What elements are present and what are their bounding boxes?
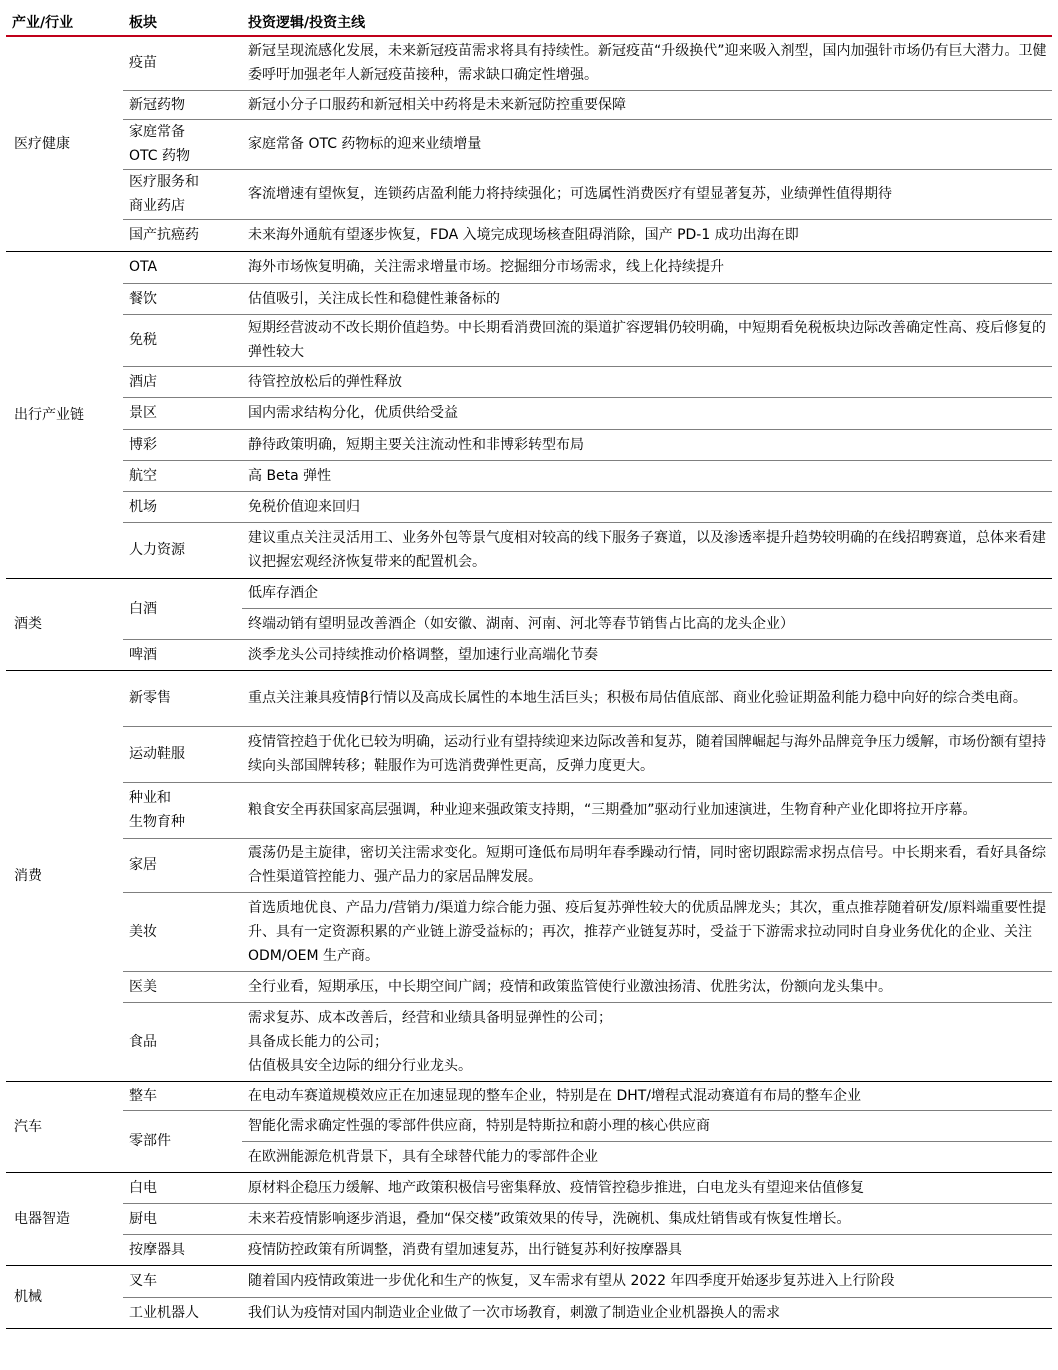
logic-text: 在欧洲能源危机背景下，具有全球替代能力的零部件企业 — [248, 1148, 598, 1165]
logic-text: 全行业看，短期承压，中长期空间广阔；疫情和政策监管使行业激浊扬清、优胜劣汰，份额向龙头集中。 — [248, 978, 892, 995]
table-row — [6, 169, 1052, 219]
logic-cell — [242, 1141, 1052, 1172]
sector-cell — [123, 726, 242, 782]
logic-text: 随着国内疫情政策进一步优化和生产的恢复，叉车需求有望从 2022 年四季度开始逐步复苏进入上行阶段 — [248, 1273, 895, 1289]
table-row — [6, 1265, 1052, 1297]
logic-text: 新冠呈现流感化发展，未来新冠疫苗需求将具有持续性。新冠疫苗“升级换代”迎来吸入剂型，国内加强针市场仍有巨大潜力。卫健委呼吁加强老年人新冠疫苗接种，需求缺口确定性增强。 — [248, 43, 1047, 84]
sector-label: 家居 — [129, 857, 157, 873]
logic-cell — [242, 578, 1052, 608]
table-row — [6, 892, 1052, 971]
industry-cell: 消费 — [6, 670, 123, 1081]
header-sector: 板块 — [123, 8, 242, 36]
table-row — [6, 251, 1052, 283]
sector-cell — [123, 892, 242, 971]
sector-label: 零部件 — [129, 1133, 171, 1149]
table-row — [6, 460, 1052, 491]
sector-label: 医疗服务和 — [129, 174, 199, 190]
table-row — [6, 491, 1052, 522]
logic-text: 未来若疫情影响逐步消退，叠加“保交楼”政策效果的传导，洗碗机、集成灶销售或有恢复性增长。 — [248, 1210, 851, 1227]
sector-cell — [123, 429, 242, 460]
sector-cell — [123, 119, 242, 169]
logic-text: 未来海外通航有望逐步恢复，FDA 入境完成现场核查阻碍消除，国产 PD-1 成功出海在即 — [248, 227, 799, 243]
sector-cell — [123, 1265, 242, 1297]
logic-text: 待管控放松后的弹性释放 — [248, 373, 402, 390]
sector-label: 商业药店 — [129, 198, 185, 214]
sector-cell — [123, 491, 242, 522]
sector-label: 酒店 — [129, 373, 157, 390]
sector-label: 按摩器具 — [129, 1241, 185, 1258]
sector-label: 家庭常备 — [129, 124, 185, 140]
table-row — [6, 366, 1052, 397]
logic-cell — [242, 36, 1052, 90]
sector-label: 食品 — [129, 1033, 157, 1050]
table-row — [6, 1297, 1052, 1328]
sector-cell — [123, 366, 242, 397]
sector-label: 工业机器人 — [129, 1304, 199, 1321]
logic-cell — [242, 1297, 1052, 1328]
sector-label: 疫苗 — [129, 55, 157, 72]
sector-label: 美妆 — [129, 923, 157, 940]
logic-text: 估值极具安全边际的细分行业龙头。 — [248, 1057, 472, 1074]
logic-text: 重点关注兼具疫情β行情以及高成长属性的本地生活巨头；积极布局估值底部、商业化验证期盈利能力稳中向好的综合类电商。 — [248, 690, 1027, 706]
logic-text: 低库存酒企 — [248, 585, 318, 601]
table-row — [6, 90, 1052, 119]
table-row — [6, 726, 1052, 782]
sector-cell — [123, 1297, 242, 1328]
table-row — [6, 670, 1052, 726]
logic-text: 我们认为疫情对国内制造业企业做了一次市场教育，刺激了制造业企业机器换人的需求 — [248, 1304, 780, 1321]
table-row — [6, 429, 1052, 460]
logic-text: 淡季龙头公司持续推动价格调整，望加速行业高端化节奏 — [248, 646, 598, 663]
logic-text: 国内需求结构分化，优质供给受益 — [248, 405, 458, 421]
table-row — [6, 838, 1052, 892]
table-body — [6, 36, 1052, 1328]
sector-cell — [123, 1002, 242, 1081]
sector-cell — [123, 397, 242, 429]
logic-cell — [242, 1110, 1052, 1141]
logic-text: 短期经营波动不改长期价值趋势。中长期看消费回流的渠道扩容逻辑仍较明确，中短期看免税板块边际改善确定性高、疫后修复的弹性较大 — [248, 320, 1046, 360]
sector-label: 景区 — [129, 405, 157, 421]
sector-label: 免税 — [129, 332, 157, 348]
sector-cell — [123, 782, 242, 838]
sector-cell — [123, 219, 242, 251]
sector-cell — [123, 971, 242, 1002]
logic-text: 需求复苏、成本改善后，经营和业绩具备明显弹性的公司； — [248, 1009, 612, 1026]
sector-label: OTC 药物 — [129, 148, 190, 164]
sector-label: 叉车 — [129, 1273, 157, 1289]
logic-text: 疫情管控趋于优化已较为明确，运动行业有望持续迎来边际改善和复苏，随着国牌崛起与海外品牌竞争压力缓解，市场份额有望持续向头部国牌转移；鞋服作为可选消费弹性更高，反弹力度更大。 — [248, 734, 1046, 774]
investment-table-document — [6, 8, 1052, 1329]
table-row — [6, 1110, 1052, 1141]
logic-cell — [242, 608, 1052, 639]
sector-label: 生物育种 — [129, 814, 185, 830]
sector-label: 厨电 — [129, 1210, 157, 1227]
logic-cell — [242, 119, 1052, 169]
logic-text: 静待政策明确，短期主要关注流动性和非博彩转型布局 — [248, 436, 584, 453]
logic-cell — [242, 639, 1052, 670]
industry-cell: 医疗健康 — [6, 36, 123, 251]
sector-label: 整车 — [129, 1087, 157, 1104]
logic-text: 疫情防控政策有所调整，消费有望加速复苏，出行链复苏利好按摩器具 — [248, 1241, 682, 1258]
sector-label: 餐饮 — [129, 290, 157, 307]
sector-label: 白酒 — [129, 600, 157, 617]
sector-cell — [123, 838, 242, 892]
logic-text: 免税价值迎来回归 — [248, 498, 360, 515]
logic-cell — [242, 429, 1052, 460]
header-logic: 投资逻辑/投资主线 — [242, 8, 1052, 36]
sector-cell — [123, 314, 242, 366]
sector-cell — [123, 1081, 242, 1110]
logic-text: 估值吸引，关注成长性和稳健性兼备标的 — [248, 290, 500, 307]
sector-label: OTA — [129, 259, 158, 275]
logic-text: 首选质地优良、产品力/营销力/渠道力综合能力强、疫后复苏弹性较大的优质品牌龙头；其次，重点推荐随着研发/原料端重要性提升、具有一定资源积累的产业链上游受益标的；再次，推荐产业链复苏时，受益于下游需求拉动同时自身业务优化的企业、关注 ODM/OEM 生产商。 — [248, 899, 1047, 964]
table-row — [6, 219, 1052, 251]
investment-table — [6, 8, 1052, 1329]
sector-cell — [123, 639, 242, 670]
logic-cell — [242, 971, 1052, 1002]
table-row — [6, 782, 1052, 838]
table-row — [6, 639, 1052, 670]
table-row — [6, 578, 1052, 608]
sector-cell — [123, 1172, 242, 1203]
table-row — [6, 1081, 1052, 1110]
logic-cell — [242, 838, 1052, 892]
logic-text: 具备成长能力的公司； — [248, 1033, 388, 1050]
table-header — [6, 8, 1052, 36]
table-row — [6, 1203, 1052, 1234]
logic-cell — [242, 90, 1052, 119]
sector-label: 啤酒 — [129, 646, 157, 663]
sector-label: 国产抗癌药 — [129, 227, 199, 243]
logic-text: 粮食安全再获国家高层强调，种业迎来强政策支持期，“三期叠加”驱动行业加速演进，生物育种产业化即将拉开序幕。 — [248, 802, 977, 818]
logic-cell — [242, 726, 1052, 782]
sector-label: 白电 — [129, 1179, 157, 1196]
sector-label: 机场 — [129, 498, 157, 515]
sector-cell — [123, 169, 242, 219]
logic-cell — [242, 397, 1052, 429]
table-row — [6, 283, 1052, 314]
logic-cell — [242, 670, 1052, 726]
sector-cell — [123, 1234, 242, 1265]
sector-cell — [123, 36, 242, 90]
logic-cell — [242, 460, 1052, 491]
logic-cell — [242, 251, 1052, 283]
sector-cell — [123, 670, 242, 726]
sector-cell — [123, 1203, 242, 1234]
industry-cell: 出行产业链 — [6, 251, 123, 578]
table-row — [6, 119, 1052, 169]
logic-cell — [242, 366, 1052, 397]
logic-cell — [242, 1172, 1052, 1203]
logic-text: 终端动销有望明显改善酒企（如安徽、湖南、河南、河北等春节销售占比高的龙头企业） — [248, 615, 794, 632]
logic-cell — [242, 782, 1052, 838]
logic-text: 海外市场恢复明确，关注需求增量市场。挖掘细分市场需求，线上化持续提升 — [248, 259, 724, 275]
logic-cell — [242, 314, 1052, 366]
logic-cell — [242, 1234, 1052, 1265]
logic-cell — [242, 892, 1052, 971]
logic-cell — [242, 491, 1052, 522]
sector-label: 博彩 — [129, 436, 157, 453]
logic-cell — [242, 169, 1052, 219]
logic-cell — [242, 1265, 1052, 1297]
logic-text: 原材料企稳压力缓解、地产政策积极信号密集释放、疫情管控稳步推进，白电龙头有望迎来估值修复 — [248, 1179, 864, 1196]
sector-cell — [123, 1110, 242, 1172]
sector-label: 运动鞋服 — [129, 746, 185, 762]
sector-label: 新零售 — [129, 690, 171, 706]
logic-text: 新冠小分子口服药和新冠相关中药将是未来新冠防控重要保障 — [248, 96, 626, 113]
sector-label: 航空 — [129, 467, 157, 484]
logic-text: 智能化需求确定性强的零部件供应商，特别是特斯拉和蔚小理的核心供应商 — [248, 1117, 710, 1134]
sector-label: 人力资源 — [129, 542, 185, 558]
table-row — [6, 522, 1052, 578]
table-row — [6, 1234, 1052, 1265]
industry-cell: 汽车 — [6, 1081, 123, 1172]
logic-cell — [242, 522, 1052, 578]
logic-text: 在电动车赛道规模效应正在加速显现的整车企业，特别是在 DHT/增程式混动赛道有布局的整车企业 — [248, 1087, 862, 1104]
sector-cell — [123, 460, 242, 491]
logic-cell — [242, 219, 1052, 251]
sector-cell — [123, 578, 242, 639]
logic-text: 高 Beta 弹性 — [248, 467, 332, 484]
table-row — [6, 1002, 1052, 1081]
table-row — [6, 1172, 1052, 1203]
sector-label: 种业和 — [129, 790, 171, 806]
table-row — [6, 36, 1052, 90]
sector-label: 医美 — [129, 978, 157, 995]
logic-cell — [242, 1203, 1052, 1234]
sector-cell — [123, 90, 242, 119]
header-industry: 产业/行业 — [6, 8, 123, 36]
sector-cell — [123, 522, 242, 578]
logic-cell — [242, 283, 1052, 314]
logic-text: 客流增速有望恢复，连锁药店盈利能力将持续强化；可选属性消费医疗有望显著复苏，业绩弹性值得期待 — [248, 186, 892, 202]
logic-cell — [242, 1081, 1052, 1110]
industry-cell: 酒类 — [6, 578, 123, 670]
industry-cell: 电器智造 — [6, 1172, 123, 1265]
logic-cell — [242, 1002, 1052, 1081]
table-row — [6, 314, 1052, 366]
sector-label: 新冠药物 — [129, 96, 185, 113]
logic-text: 家庭常备 OTC 药物标的迎来业绩增量 — [248, 136, 482, 152]
sector-cell — [123, 283, 242, 314]
table-row — [6, 397, 1052, 429]
logic-text: 震荡仍是主旋律，密切关注需求变化。短期可逢低布局明年春季躁动行情，同时密切跟踪需求拐点信号。中长期来看，看好具备综合性渠道管控能力、强产品力的家居品牌发展。 — [248, 845, 1046, 885]
industry-cell: 机械 — [6, 1265, 123, 1328]
logic-text: 建议重点关注灵活用工、业务外包等景气度相对较高的线下服务子赛道，以及渗透率提升趋势较明确的在线招聘赛道，总体来看建议把握宏观经济恢复带来的配置机会。 — [248, 530, 1046, 570]
table-row — [6, 971, 1052, 1002]
sector-cell — [123, 251, 242, 283]
